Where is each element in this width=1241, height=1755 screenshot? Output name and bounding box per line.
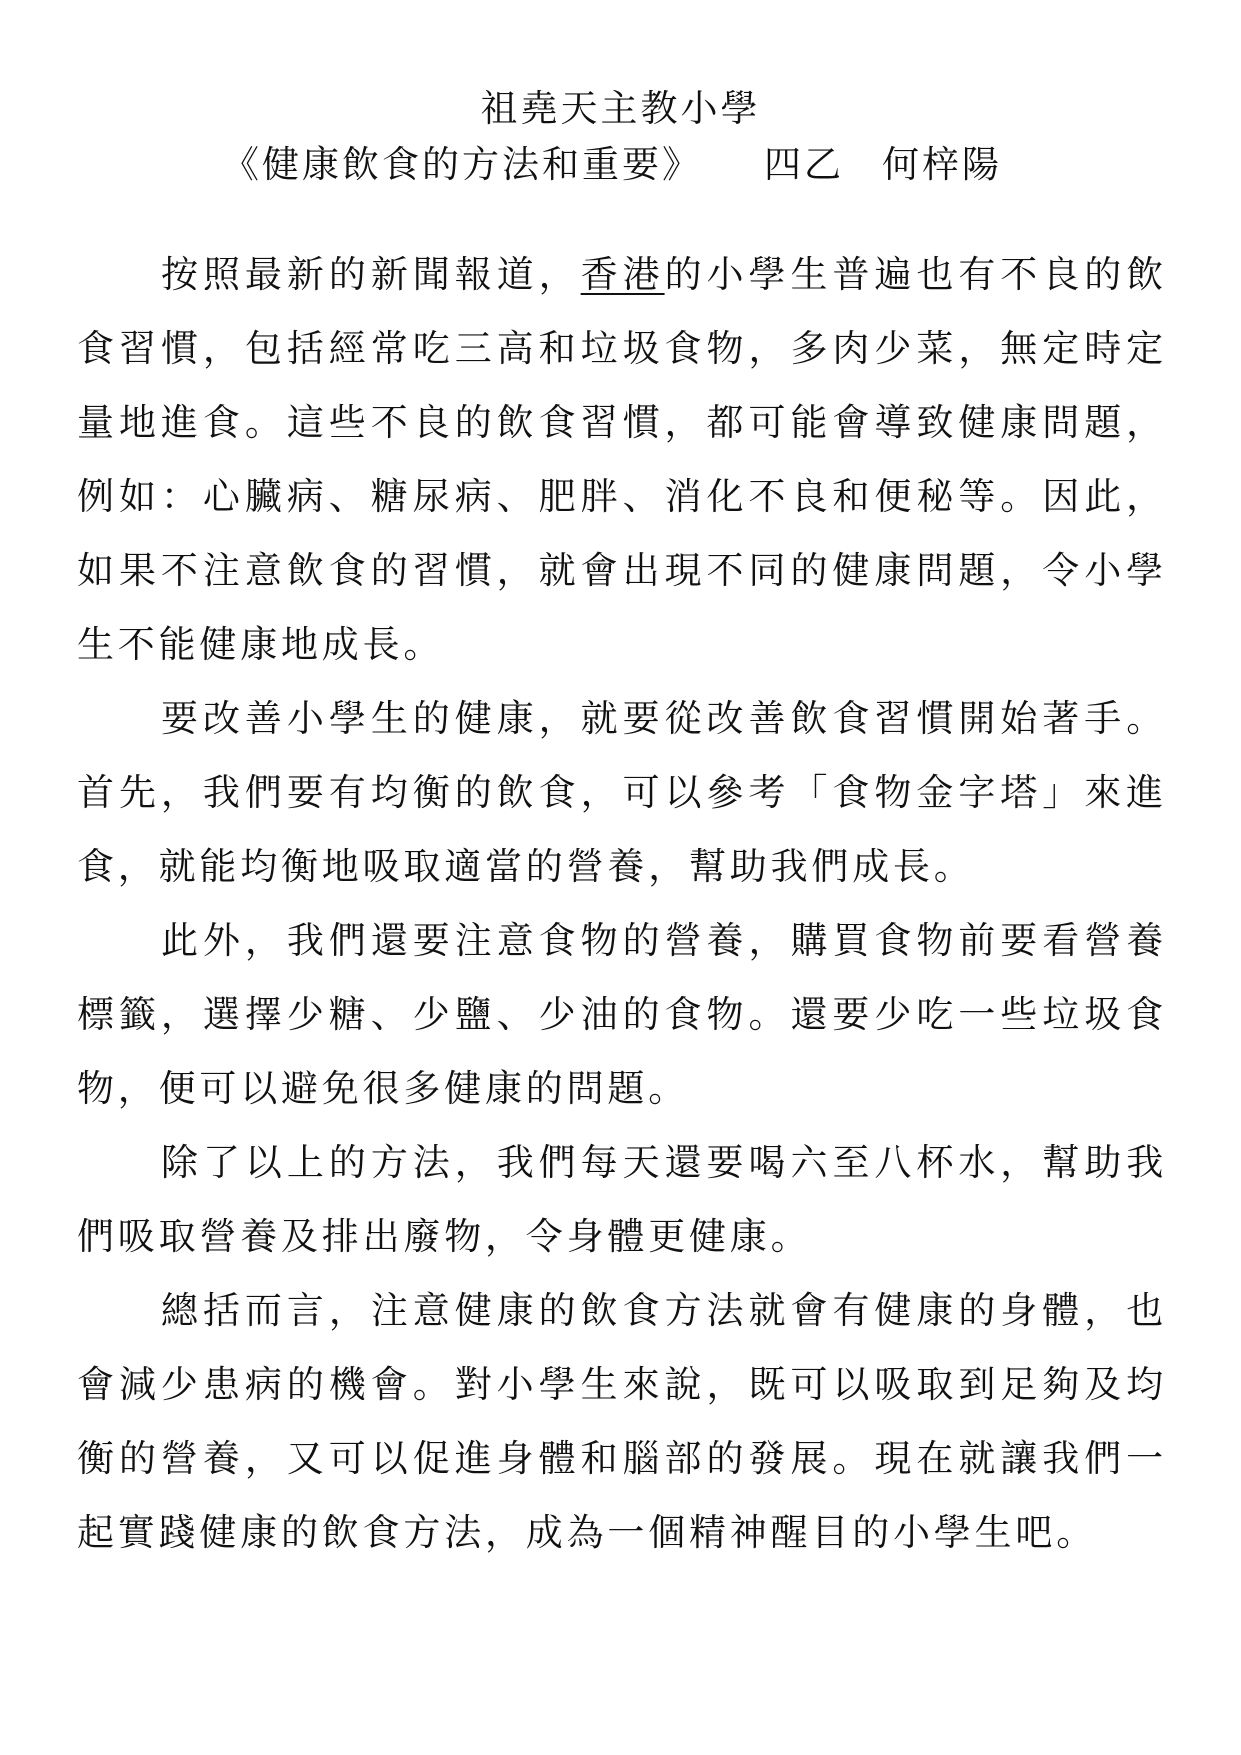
paragraph-5: 總括而言，注意健康的飲食方法就會有健康的身體，也會減少患病的機會。對小學生來說，既可以吸取到足夠及均衡的營養，又可以促進身體和腦部的發展。現在就讓我們一起實踐健康的飲食方法，成為一個精神醒目的小學生吧。 [77, 1289, 1167, 1554]
school-name: 祖堯天主教小學 [480, 87, 761, 130]
paragraph-1-start: 按照最新的新聞報道， [161, 253, 581, 296]
place-name: 香港 [580, 253, 665, 296]
paragraph-1-rest: 的小學生普遍也有不良的飲食習慣，包括經常吃三高和垃圾食物，多肉少菜，無定時定量地進食。這些不良的飲食習慣，都可能會導致健康問題，例如：心臟病、糖尿病、肥胖、消化不良和便秘等。因此，如果不注意飲食的習慣，就會出現不同的健康問題，令小學生不能健康地成長。 [77, 253, 1168, 666]
paragraph-1 [77, 238, 1167, 682]
paragraph-4: 除了以上的方法，我們每天還要喝六至八杯水，幫助我們吸取營養及排出廢物，令身體更健康。 [77, 1141, 1167, 1258]
essay-title: 《健康飲食的方法和重要》 [222, 143, 702, 186]
class-name: 四乙 [764, 143, 844, 186]
paragraph-3: 此外，我們還要注意食物的營養，購買食物前要看營養標籤，選擇少糖、少鹽、少油的食物。還要少吃一些垃圾食物，便可以避免很多健康的問題。 [77, 919, 1167, 1110]
title-line [222, 140, 1002, 190]
paragraph-2: 要改善小學生的健康，就要從改善飲食習慣開始著手。首先，我們要有均衡的飲食，可以參考「食物金字塔」來進食，就能均衡地吸取適當的營養，幫助我們成長。 [77, 697, 1167, 888]
essay-body [77, 238, 1167, 1570]
author-name: 何梓陽 [882, 143, 1002, 186]
